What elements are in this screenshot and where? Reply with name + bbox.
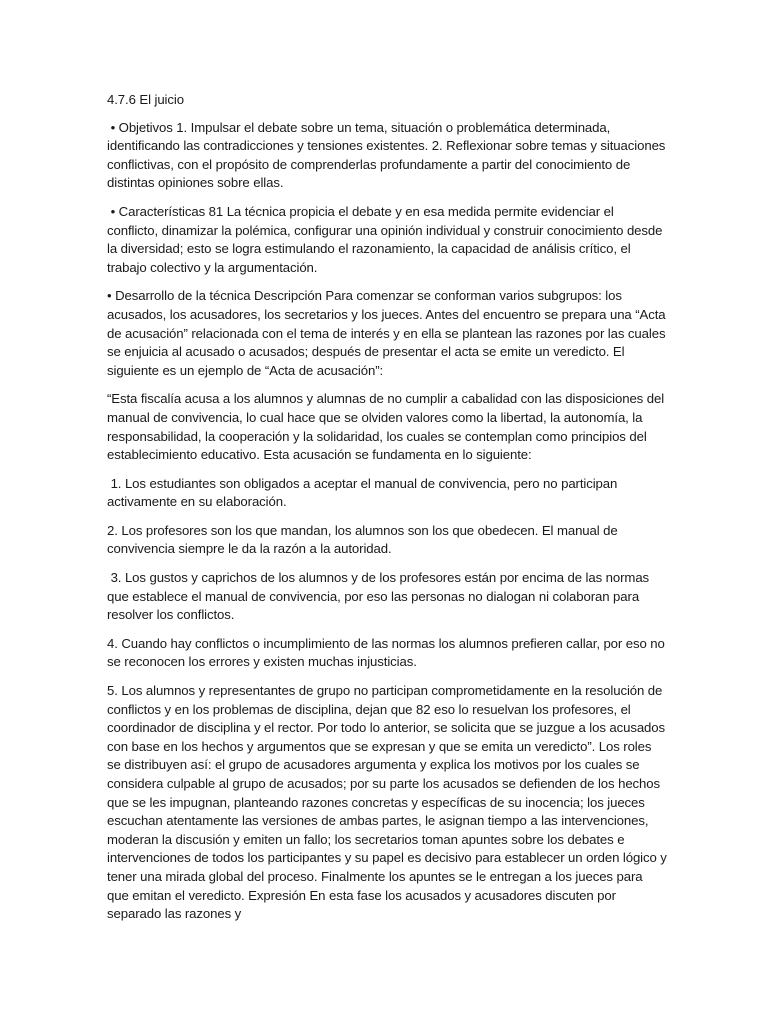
paragraph-item-5: 5. Los alumnos y representantes de grupo no participan comprometidamente en la resolución de conflictos y en los problemas de disciplina, dejan que 82 eso lo resuelvan los profesores, el coordinador de disciplina y el rector. Por todo lo anterior, se solicita que se juzgue a los acusados con base en los hechos y argumentos que se expresan y que se emita un veredicto”. Los roles se distribuyen así: el grupo de acusadores argumenta y explica los motivos por los cuales se considera culpable al grupo de acusados; por su parte los acusados se defienden de los hechos que se les impugnan, planteando razones concretas y específicas de su inocencia; los jueces escuchan atentamente las versiones de ambas partes, le asignan tiempo a las intervenciones, moderan la discusión y emiten un fallo; los secretarios toman apuntes sobre los debates e intervenciones de todos los participantes y su papel es decisivo para establecer un orden lógico y tener una mirada global del proceso. Finalmente los apuntes se le entregan a los jueces para que emitan el veredicto. Expresión En esta fase los acusados y acusadores discuten por separado las razones y	[107, 683, 671, 922]
section-heading: 4.7.6 El juicio	[107, 92, 184, 107]
document-body	[107, 91, 671, 934]
paragraph-item-3: 3. Los gustos y caprichos de los alumnos y de los profesores están por encima de las normas que establece el manual de convivencia, por eso las personas no dialogan ni colaboran para resolver los conflictos.	[107, 570, 653, 623]
paragraph-item-1: 1. Los estudiantes son obligados a aceptar el manual de convivencia, pero no participan activamente en su elaboración.	[107, 475, 621, 510]
paragraph-item-4: 4. Cuando hay conflictos o incumplimiento de las normas los alumnos prefieren callar, por eso no se reconocen los errores y existen muchas injusticias.	[107, 635, 669, 670]
paragraph-item-2: 2. Los profesores son los que mandan, los alumnos son los que obedecen. El manual de convivencia siempre le da la razón a la autoridad.	[107, 522, 622, 557]
paragraph-desarrollo: • Desarrollo de la técnica Descripción Para comenzar se conforman varios subgrupos: los acusados, los acusadores, los secretarios y los jueces. Antes del encuentro se prepara una “Acta de acusación” relacionada con el tema de interés y en ella se plantean las razones por las cuales se enjuicia al acusado o acusados; después de presentar el acta se emite un veredicto. El siguiente es un ejemplo de “Acta de acusación”:	[107, 288, 670, 378]
paragraph-acta-intro: “Esta fiscalía acusa a los alumnos y alumnas de no cumplir a cabalidad con las disposiciones del manual de convivencia, lo cual hace que se olviden valores como la libertad, la autonomía, la responsabilidad, la cooperación y la solidaridad, los cuales se contemplan como principios del establecimiento educativo. Esta acusación se fundamenta en lo siguiente:	[107, 391, 668, 463]
paragraph-objetivos: • Objetivos 1. Impulsar el debate sobre un tema, situación o problemática determinada, identificando las contradicciones y tensiones existentes. 2. Reflexionar sobre temas y situaciones conflictivas, con el propósito de comprenderlas profundamente a partir del conocimiento de distintas opiniones sobre ellas.	[107, 119, 669, 191]
paragraph-caracteristicas: • Características 81 La técnica propicia el debate y en esa medida permite evidenciar el conflicto, dinamizar la polémica, configurar una opinión individual y construir conocimiento desde la diversidad; esto se logra estimulando el razonamiento, la capacidad de análisis crítico, el trabajo colectivo y la argumentación.	[107, 203, 666, 275]
